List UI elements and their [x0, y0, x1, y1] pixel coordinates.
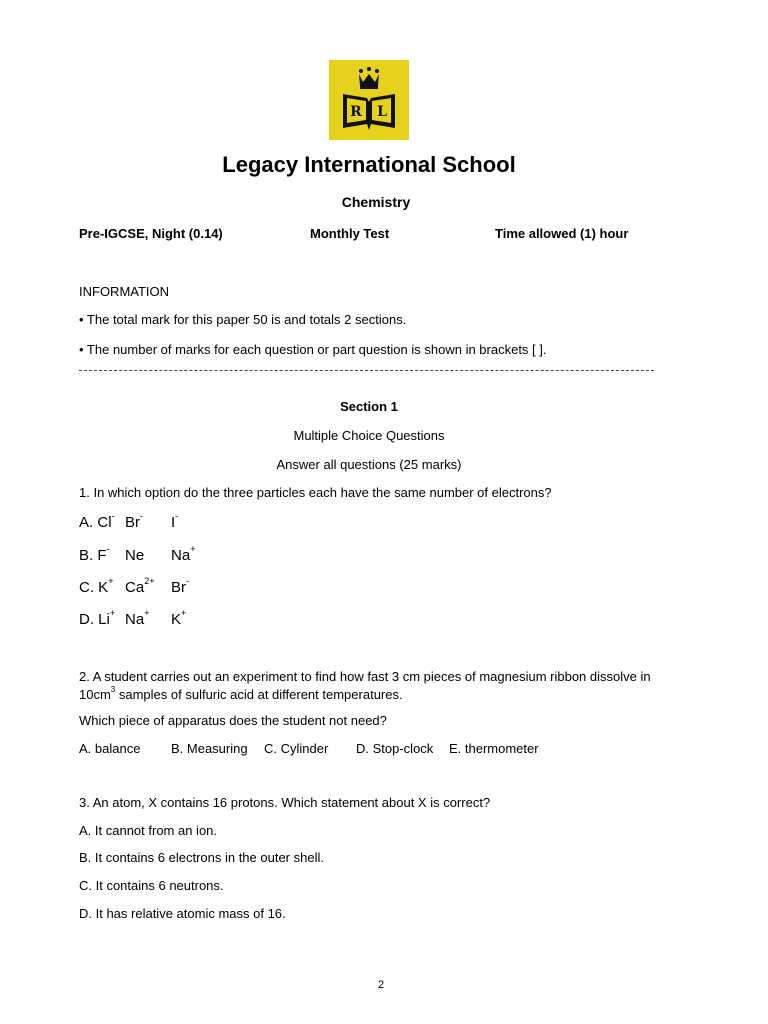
crown-book-icon: [329, 60, 409, 140]
q1-option-d-particle-3: K+: [171, 608, 187, 628]
q1-option-b: B. F-: [79, 544, 110, 564]
q2-option-b: B. Measuring: [171, 741, 248, 756]
q2-option-e: E. thermometer: [449, 741, 539, 756]
q1-option-b-particle-2: Ne: [125, 547, 145, 564]
question-2-line-2: $10cm^3$ samples of sulfuric acid at different temperatures.: [79, 685, 403, 702]
question-2-line-1: 2. A student carries out an experiment to find how fast 3 cm pieces of magnesium ribbon dissolve in: [79, 669, 651, 684]
information-line-1: • The total mark for this paper 50 is and totals 2 sections.: [79, 312, 407, 327]
q2-option-c: C. Cylinder: [264, 741, 329, 756]
q2-option-d: D. Stop-clock: [356, 741, 434, 756]
q3-option-c: C. It contains 6 neutrons.: [79, 878, 224, 893]
question-3-text: 3. An atom, X contains 16 protons. Which statement about X is correct?: [79, 795, 491, 810]
q1-option-a-particle-2: Br-: [125, 511, 143, 531]
q3-option-a: A. It cannot from an ion.: [79, 823, 218, 838]
logo-letter-r: R: [350, 104, 362, 120]
q1-option-c: C. K+: [79, 576, 114, 596]
section-subtitle: Multiple Choice Questions: [293, 428, 445, 443]
section-title: Section 1: [340, 399, 398, 414]
page-number: 2: [377, 979, 385, 991]
subject-title: Chemistry: [341, 194, 411, 210]
level-label: Pre-IGCSE, Night (0.14): [79, 226, 223, 241]
question-1-text: 1. In which option do the three particles each have the same number of electrons?: [79, 485, 552, 500]
q1-option-c-particle-3: Br-: [171, 576, 189, 596]
time-label: Time allowed (1) hour: [495, 226, 629, 241]
dashed-divider: [79, 370, 654, 371]
test-label: Monthly Test: [310, 226, 390, 241]
q1-option-a-particle-3: I-: [171, 511, 179, 531]
q1-option-b-particle-3: Na+: [171, 544, 196, 564]
school-logo: [329, 60, 409, 140]
q1-option-d: D. Li+: [79, 608, 116, 628]
section-instruction: Answer all questions (25 marks): [276, 457, 462, 472]
q3-option-b: B. It contains 6 electrons in the outer shell.: [79, 850, 324, 865]
q1-option-d-particle-2: Na+: [125, 608, 150, 628]
logo-letter-l: L: [377, 104, 387, 120]
question-2-question: Which piece of apparatus does the student not need?: [79, 713, 387, 728]
q2-option-a: A. balance: [79, 741, 141, 756]
school-name: Legacy International School: [222, 152, 516, 177]
q3-option-d: D. It has relative atomic mass of 16.: [79, 906, 286, 921]
q1-option-c-particle-2: $Ca^{2+}$: [125, 576, 155, 596]
q1-option-a: A. Cl-: [79, 511, 115, 531]
information-line-2: • The number of marks for each question or part question is shown in brackets [ ].: [79, 342, 547, 357]
information-heading: INFORMATION: [79, 284, 170, 299]
